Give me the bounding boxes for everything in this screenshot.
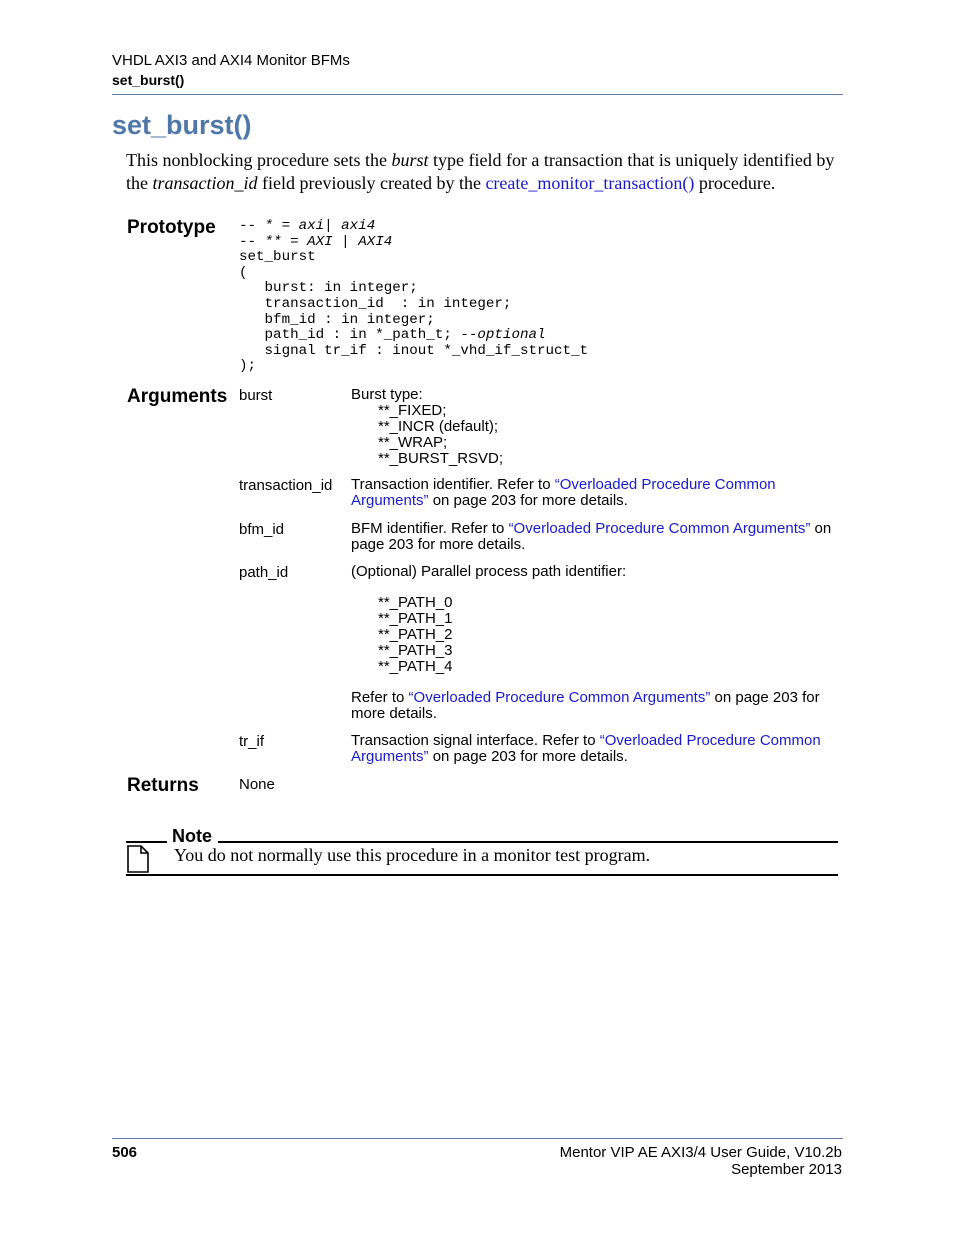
footer-date: September 2013 — [731, 1161, 842, 1178]
code-comment-prefix: -- — [239, 233, 265, 250]
desc-text: Transaction signal interface. Refer to — [351, 732, 600, 749]
prototype-code — [239, 219, 588, 375]
code-line-10: ); — [239, 358, 257, 375]
returns-value: None — [239, 776, 275, 793]
burst-option: **_FIXED; — [378, 402, 447, 419]
path-option: **_PATH_4 — [378, 658, 453, 675]
desc-text: on page 203 for more details. — [428, 748, 628, 765]
code-comment-prefix: -- — [239, 218, 265, 234]
returns-heading: Returns — [127, 775, 199, 796]
burst-option: **_WRAP; — [378, 434, 448, 451]
burst-option: **_INCR (default); — [378, 418, 499, 435]
desc-text: on page 203 for more details. — [351, 520, 832, 553]
desc-text: Refer to — [351, 689, 409, 706]
desc-text: Transaction identifier. Refer to — [351, 476, 555, 493]
arg-name-bfm-id: bfm_id — [239, 521, 285, 538]
code-comment-axi: * = axi| axi4 — [264, 218, 376, 234]
overloaded-args-link[interactable]: “Overloaded Procedure Common Arguments” — [408, 689, 711, 706]
overloaded-args-link[interactable]: “Overloaded Procedure Common Arguments” — [351, 732, 821, 765]
footer-doc-title: Mentor VIP AE AXI3/4 User Guide, V10.2b — [559, 1144, 842, 1161]
running-header-section: VHDL AXI3 and AXI4 Monitor BFMs — [112, 52, 350, 69]
create-monitor-transaction-link[interactable]: create_monitor_transaction() — [485, 173, 695, 193]
arg-desc-transaction-id — [351, 477, 846, 509]
desc-text: on page 203 for more details. — [351, 689, 820, 722]
path-id-desc: (Optional) Parallel process path identifier: — [351, 563, 627, 580]
code-line-4: ( — [239, 264, 248, 281]
arg-desc-path-id — [351, 564, 846, 722]
intro-italic-transaction-id: transaction_id — [152, 173, 258, 193]
page-number: 506 — [112, 1144, 138, 1161]
arg-name-path-id: path_id — [239, 564, 289, 581]
note-page-icon — [127, 845, 149, 873]
intro-text-1: This nonblocking procedure sets the — [126, 150, 392, 170]
code-line-6: transaction_id : in integer; — [239, 295, 512, 312]
footer-doc-info — [560, 1144, 842, 1178]
intro-text-2: type field for a transaction that is uniquely identified by the — [126, 150, 835, 193]
path-option: **_PATH_2 — [378, 626, 453, 643]
burst-desc: Burst type: — [351, 386, 423, 403]
code-line-2 — [239, 234, 392, 250]
code-line-1 — [239, 218, 375, 234]
intro-paragraph — [126, 149, 846, 195]
code-line-5: burst: in integer; — [239, 280, 418, 297]
code-path-id: path_id : in *_path_t; -- — [239, 327, 478, 344]
running-header-subsection: set_burst() — [112, 72, 185, 88]
path-option: **_PATH_3 — [378, 642, 453, 659]
intro-text-4: procedure. — [694, 173, 776, 193]
intro-italic-burst: burst — [391, 150, 429, 170]
path-option: **_PATH_1 — [378, 610, 453, 627]
arg-name-transaction-id: transaction_id — [239, 477, 333, 494]
note-rule-bottom — [126, 874, 838, 876]
code-line-3: set_burst — [239, 249, 316, 266]
footer-rule — [112, 1138, 843, 1139]
code-optional: optional — [477, 327, 546, 344]
header-rule — [112, 94, 843, 95]
path-option: **_PATH_0 — [378, 594, 453, 611]
code-line-9: signal tr_if : inout *_vhd_if_struct_t — [239, 342, 589, 359]
code-comment-axi-upper: ** = AXI | AXI4 — [264, 233, 393, 250]
overloaded-args-link[interactable]: “Overloaded Procedure Common Arguments” — [508, 520, 811, 537]
note-title: Note — [172, 826, 212, 846]
prototype-heading: Prototype — [127, 217, 216, 238]
note-rule-left — [126, 841, 167, 843]
intro-text-3: field previously created by the — [257, 173, 486, 193]
page-title: set_burst() — [112, 110, 252, 140]
note-text: You do not normally use this procedure in a monitor test program. — [174, 845, 651, 865]
arg-desc-tr-if — [351, 733, 846, 765]
arg-name-tr-if: tr_if — [239, 733, 265, 750]
burst-option: **_BURST_RSVD; — [378, 450, 504, 467]
arg-desc-bfm-id — [351, 521, 846, 553]
code-line-8 — [239, 327, 546, 343]
desc-text: on page 203 for more details. — [428, 492, 628, 509]
code-line-7: bfm_id : in integer; — [239, 311, 435, 328]
note-rule-right — [218, 841, 838, 843]
desc-text: BFM identifier. Refer to — [351, 520, 509, 537]
arg-name-burst: burst — [239, 387, 273, 404]
arg-desc-burst — [351, 387, 846, 467]
arguments-heading: Arguments — [127, 386, 228, 407]
path-id-refer — [351, 690, 846, 722]
overloaded-args-link[interactable]: “Overloaded Procedure Common Arguments” — [351, 476, 776, 509]
